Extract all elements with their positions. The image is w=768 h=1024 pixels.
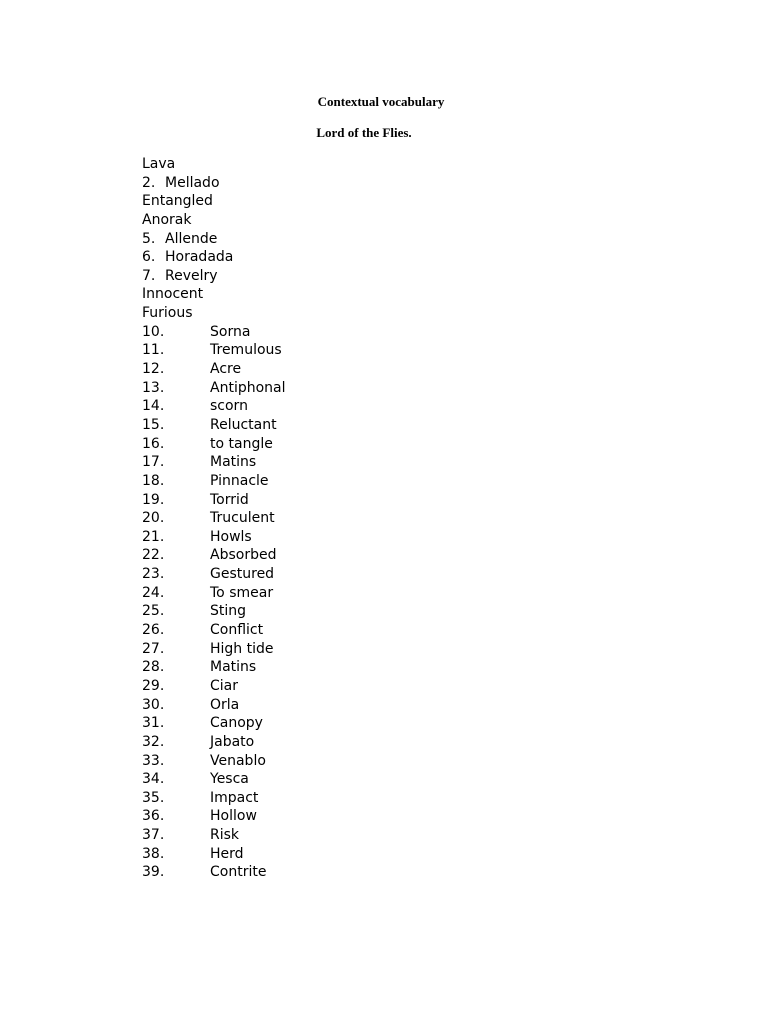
vocabulary-list	[142, 155, 286, 882]
item-number: 28.	[142, 659, 165, 676]
item-number: 5.	[142, 230, 156, 247]
item-number: 27.	[142, 640, 165, 657]
item-word: Orla	[210, 696, 240, 713]
item-word: Allende	[165, 230, 218, 247]
item-number: 15.	[142, 416, 165, 433]
item-number: 37.	[142, 827, 165, 844]
item-number: 34.	[142, 771, 165, 788]
item-word: Revelry	[165, 267, 218, 284]
item-number: 13.	[142, 379, 165, 396]
vocabulary-item	[142, 397, 286, 416]
item-number: 20.	[142, 510, 165, 527]
item-word: Reluctant	[210, 416, 277, 433]
item-word: Risk	[210, 827, 240, 844]
item-number: 33.	[142, 752, 165, 769]
item-word: Entangled	[142, 193, 213, 210]
item-word: Horadada	[165, 249, 234, 266]
item-word: Anorak	[142, 211, 192, 228]
document-title: Contextual vocabulary	[317, 94, 445, 109]
item-number: 7.	[142, 267, 156, 284]
item-word: Venablo	[210, 752, 266, 769]
item-word: Furious	[142, 305, 193, 322]
item-number: 39.	[142, 864, 165, 881]
vocabulary-item	[142, 248, 286, 267]
vocabulary-item	[142, 584, 286, 603]
vocabulary-item	[142, 528, 286, 547]
item-word: Matins	[210, 659, 257, 676]
item-word: to tangle	[210, 435, 273, 452]
vocabulary-item	[142, 453, 286, 472]
item-word: Canopy	[210, 715, 263, 732]
item-number: 24.	[142, 584, 165, 601]
vocabulary-item	[142, 658, 286, 677]
item-word: Hollow	[210, 808, 257, 825]
vocabulary-item	[142, 509, 286, 528]
vocabulary-item	[142, 491, 286, 510]
item-number: 2.	[142, 174, 156, 191]
item-word: Jabato	[210, 733, 255, 750]
vocabulary-item	[142, 752, 286, 771]
item-word: Contrite	[210, 864, 267, 881]
vocabulary-item	[142, 546, 286, 565]
item-number: 11.	[142, 342, 165, 359]
vocabulary-item	[142, 807, 286, 826]
vocabulary-item	[142, 230, 286, 249]
item-number: 17.	[142, 454, 165, 471]
item-number: 16.	[142, 435, 165, 452]
vocabulary-item	[142, 285, 286, 304]
item-word: Tremulous	[210, 342, 282, 359]
item-number: 35.	[142, 789, 165, 806]
item-word: Yesca	[210, 771, 249, 788]
vocabulary-item	[142, 621, 286, 640]
item-number: 38.	[142, 845, 165, 862]
vocabulary-item	[142, 360, 286, 379]
item-word: Mellado	[165, 174, 220, 191]
item-number: 14.	[142, 398, 165, 415]
item-word: Torrid	[210, 491, 249, 508]
vocabulary-item	[142, 602, 286, 621]
item-word: Innocent	[142, 286, 204, 303]
item-word: Acre	[210, 361, 242, 378]
item-number: 25.	[142, 603, 165, 620]
vocabulary-item	[142, 192, 286, 211]
item-number: 19.	[142, 491, 165, 508]
item-word: scorn	[210, 398, 248, 415]
vocabulary-item	[142, 267, 286, 286]
item-number: 36.	[142, 808, 165, 825]
item-word: High tide	[210, 640, 274, 657]
item-word: Conflict	[210, 622, 264, 639]
vocabulary-item	[142, 826, 286, 845]
item-word: To smear	[210, 584, 274, 601]
vocabulary-item	[142, 211, 286, 230]
vocabulary-item	[142, 304, 286, 323]
item-word: Matins	[210, 454, 257, 471]
vocabulary-item	[142, 733, 286, 752]
item-number: 6.	[142, 249, 156, 266]
item-number: 26.	[142, 622, 165, 639]
vocabulary-item	[142, 770, 286, 789]
vocabulary-item	[142, 379, 286, 398]
vocabulary-item	[142, 640, 286, 659]
item-number: 12.	[142, 361, 165, 378]
item-word: Howls	[210, 528, 252, 545]
item-word: Herd	[210, 845, 244, 862]
vocabulary-item	[142, 341, 286, 360]
item-word: Lava	[142, 156, 176, 172]
item-word: Gestured	[210, 566, 275, 583]
item-number: 22.	[142, 547, 165, 564]
vocabulary-item	[142, 416, 286, 435]
vocabulary-item	[142, 323, 286, 342]
item-number: 32.	[142, 733, 165, 750]
vocabulary-item	[142, 435, 286, 454]
item-number: 21.	[142, 528, 165, 545]
item-word: Impact	[210, 789, 259, 806]
vocabulary-item	[142, 565, 286, 584]
item-word: Sting	[210, 603, 247, 620]
item-number: 23.	[142, 566, 165, 583]
item-number: 30.	[142, 696, 165, 713]
item-word: Pinnacle	[210, 472, 269, 489]
item-word: Antiphonal	[210, 379, 286, 396]
item-number: 10.	[142, 323, 165, 340]
vocabulary-item	[142, 472, 286, 491]
document-subtitle: Lord of the Flies.	[316, 125, 412, 140]
item-word: Ciar	[210, 677, 238, 694]
item-number: 31.	[142, 715, 165, 732]
vocabulary-item	[142, 174, 286, 193]
vocabulary-item	[142, 863, 286, 882]
item-word: Sorna	[210, 323, 251, 340]
item-number: 18.	[142, 472, 165, 489]
vocabulary-item	[142, 696, 286, 715]
vocabulary-item	[142, 845, 286, 864]
item-word: Truculent	[210, 510, 275, 527]
vocabulary-item	[142, 155, 286, 174]
item-number: 29.	[142, 677, 165, 694]
vocabulary-item	[142, 789, 286, 808]
vocabulary-item	[142, 714, 286, 733]
vocabulary-item	[142, 677, 286, 696]
item-word: Absorbed	[210, 547, 277, 564]
